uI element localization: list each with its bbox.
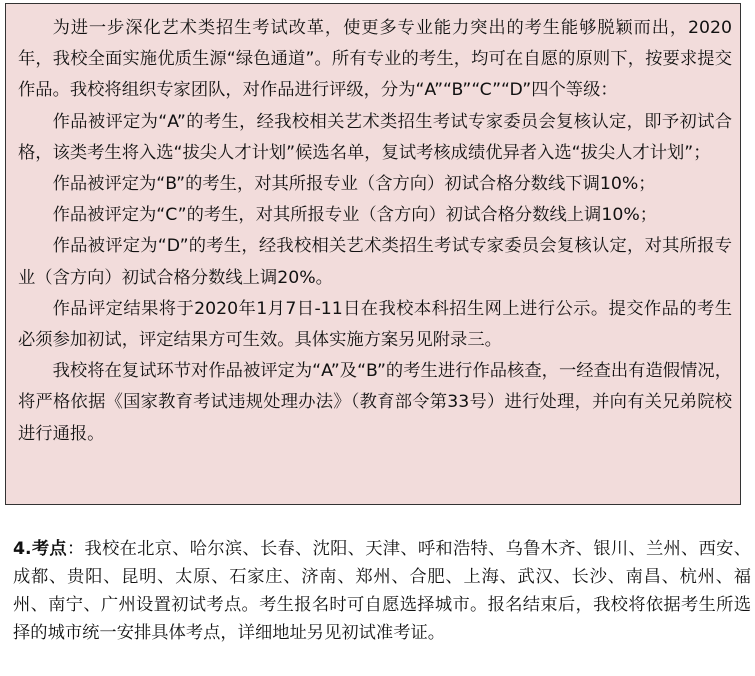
exam-sites-heading: 4.考点 <box>13 539 67 559</box>
notice-paragraph-intro: 为进一步深化艺术类招生考试改革，使更多专业能力突出的考生能够脱颖而出，2020年，我校全面实施优质生源“绿色通道”。所有专业的考生，均可在自愿的原则下，按要求提交作品。我校将组织专家团队，对作品进行评级，分为“A”“B”“C”“D”四个等级： <box>18 18 732 101</box>
notice-paragraph-grade-c: 作品被评定为“C”的考生，对其所报专业（含方向）初试合格分数线上调10%； <box>52 205 658 226</box>
exam-sites-colon: ： <box>66 539 85 559</box>
exam-sites-text: 我校在北京、哈尔滨、长春、沈阳、天津、呼和浩特、乌鲁木齐、银川、兰州、西安、成都、贵阳、昆明、太原、石家庄、济南、郑州、合肥、上海、武汉、长沙、南昌、杭州、福州、南宁、广州设置初试考点。考生报名时可自愿选择城市。报名结束后，我校将依据考生所选择的城市统一安排具体考点，详细地址另见初试准考证。 <box>13 539 751 643</box>
notice-paragraph-grade-b: 作品被评定为“B”的考生，对其所报专业（含方向）初试合格分数线下调10%； <box>52 174 656 195</box>
exam-sites-paragraph <box>13 535 751 647</box>
notice-paragraph-results: 作品评定结果将于2020年1月7日-11日在我校本科招生网上进行公示。提交作品的考生必须参加初试，评定结果方可生效。具体实施方案另见附录三。 <box>18 298 732 351</box>
green-channel-notice-box <box>5 3 741 505</box>
notice-paragraph-grade-d: 作品被评定为“D”的考生，经我校相关艺术类招生考试专家委员会复核认定，对其所报专业（含方向）初试合格分数线上调20%。 <box>18 236 732 288</box>
notice-paragraph-verification: 我校将在复试环节对作品被评定为“A”及“B”的考生进行作品核查，一经查出有造假情况，将严格依据《国家教育考试违规处理办法》（教育部令第33号）进行处理，并向有关兄弟院校进行通报。 <box>18 361 732 444</box>
notice-paragraph-grade-a: 作品被评定为“A”的考生，经我校相关艺术类招生考试专家委员会复核认定，即予初试合格，该类考生将入选“拔尖人才计划”候选名单，复试考核成绩优异者入选“拔尖人才计划”； <box>18 111 732 163</box>
